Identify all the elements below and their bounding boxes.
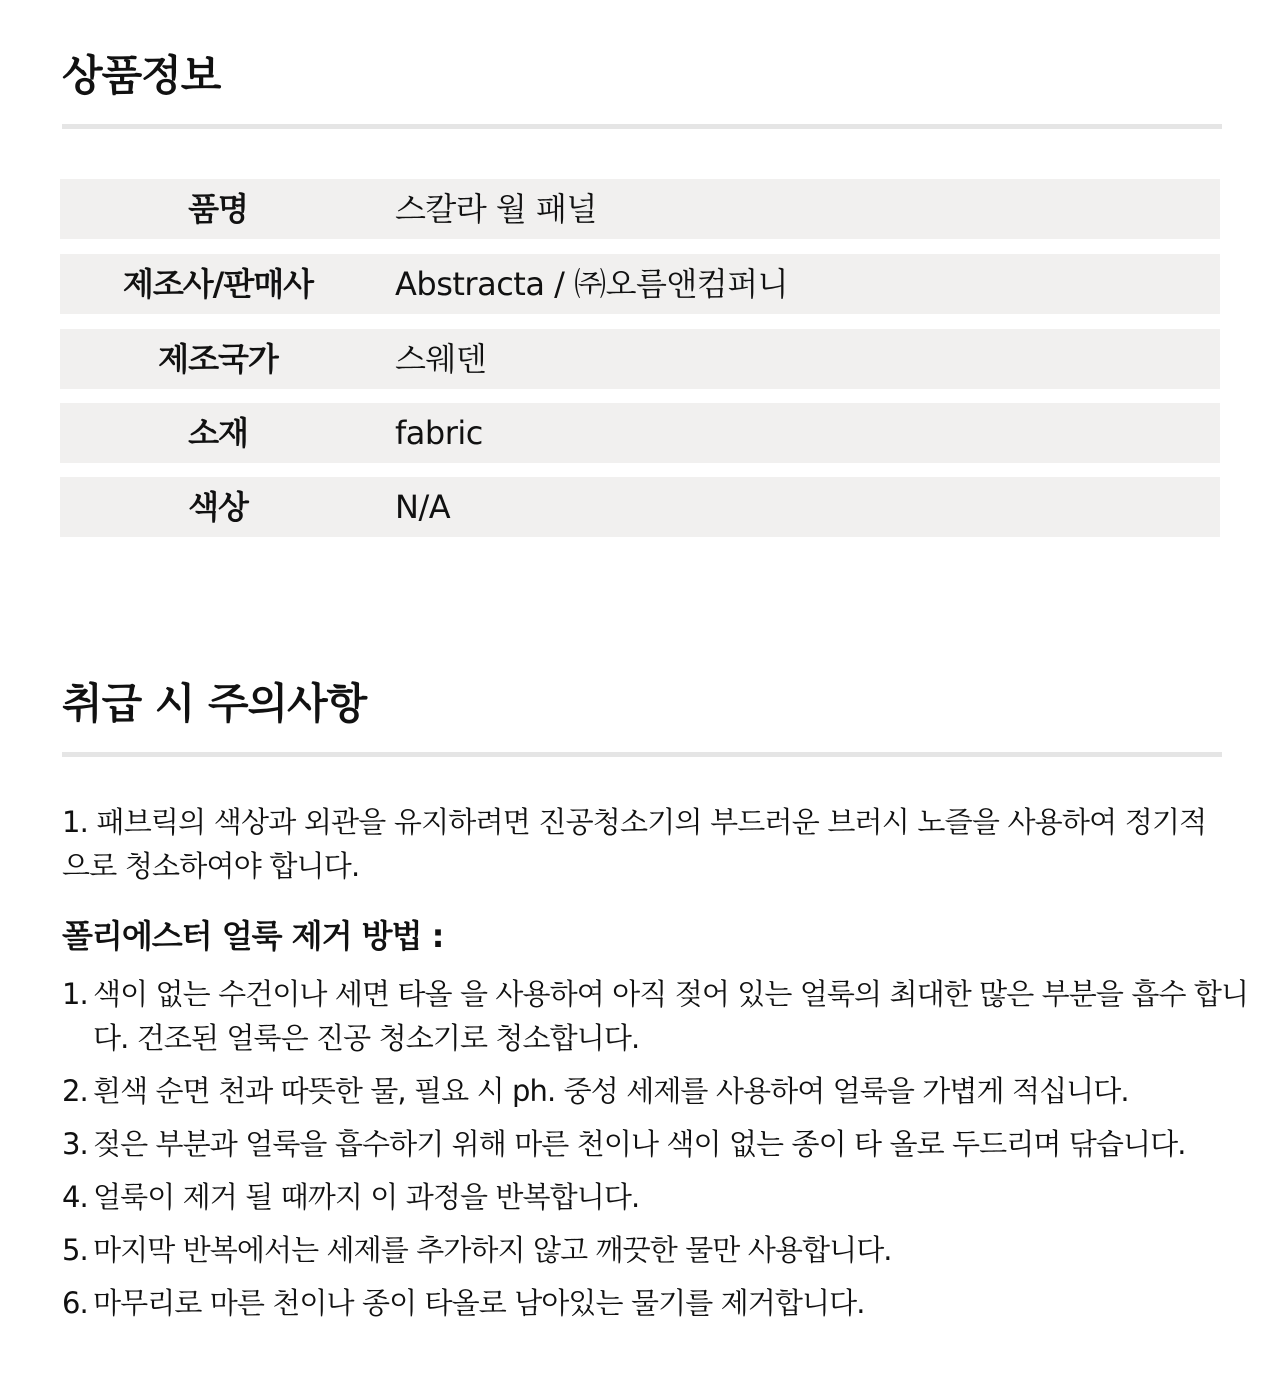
step-text: 색이 없는 수건이나 세면 타올 을 사용하여 아직 젖어 있는 얼룩의 최대한 많은 부분을 흡수 합니다. 건조된 얼룩은 진공 청소기로 청소합니다. — [93, 977, 1249, 1055]
spec-label: 소재 — [188, 414, 248, 452]
list-item — [62, 1281, 1272, 1325]
list-item — [62, 972, 1272, 1060]
stain-removal-title: 폴리에스터 얼룩 제거 방법 : — [62, 917, 444, 955]
spec-row-material — [60, 403, 1220, 463]
step-number: 6. — [62, 1286, 88, 1320]
list-item — [62, 1228, 1272, 1272]
step-text: 흰색 순면 천과 따뜻한 물, 필요 시 ph. 중성 세제를 사용하여 얼룩을 가볍게 적십니다. — [93, 1074, 1129, 1108]
care-divider — [62, 752, 1222, 757]
step-number: 3. — [62, 1127, 88, 1161]
step-number: 4. — [62, 1180, 88, 1214]
stain-removal-steps — [62, 972, 1272, 1334]
spec-row-country — [60, 329, 1220, 389]
spec-value: 스웨덴 — [395, 340, 487, 378]
step-text: 마무리로 마른 천이나 종이 타올로 남아있는 물기를 제거합니다. — [93, 1286, 865, 1320]
list-item — [62, 1175, 1272, 1219]
care-title: 취급 시 주의사항 — [62, 679, 367, 728]
spec-label: 제조사/판매사 — [122, 265, 314, 303]
spec-value: 스칼라 월 패널 — [395, 190, 597, 228]
spec-row-color — [60, 477, 1220, 537]
spec-label: 품명 — [188, 190, 248, 228]
spec-row-name — [60, 179, 1220, 239]
spec-label: 색상 — [188, 488, 248, 526]
step-text: 마지막 반복에서는 세제를 추가하지 않고 깨끗한 물만 사용합니다. — [93, 1233, 892, 1267]
product-info-divider — [62, 124, 1222, 129]
step-text: 얼룩이 제거 될 때까지 이 과정을 반복합니다. — [93, 1180, 640, 1214]
spec-row-manufacturer — [60, 254, 1220, 314]
step-number: 5. — [62, 1233, 88, 1267]
spec-value: N/A — [395, 488, 451, 526]
step-number: 2. — [62, 1074, 88, 1108]
spec-label: 제조국가 — [158, 340, 278, 378]
spec-value: Abstracta / ㈜오름앤컴퍼니 — [395, 265, 789, 303]
step-number: 1. — [62, 977, 88, 1011]
list-item — [62, 1069, 1272, 1113]
spec-value: fabric — [395, 414, 483, 452]
list-item — [62, 1122, 1272, 1166]
step-text: 젖은 부분과 얼룩을 흡수하기 위해 마른 천이나 색이 없는 종이 타 올로 두드리며 닦습니다. — [93, 1127, 1186, 1161]
care-intro-text: 1. 패브릭의 색상과 외관을 유지하려면 진공청소기의 부드러운 브러시 노즐을 사용하여 정기적으로 청소하여야 합니다. — [62, 805, 1207, 883]
product-info-title: 상품정보 — [62, 51, 221, 100]
